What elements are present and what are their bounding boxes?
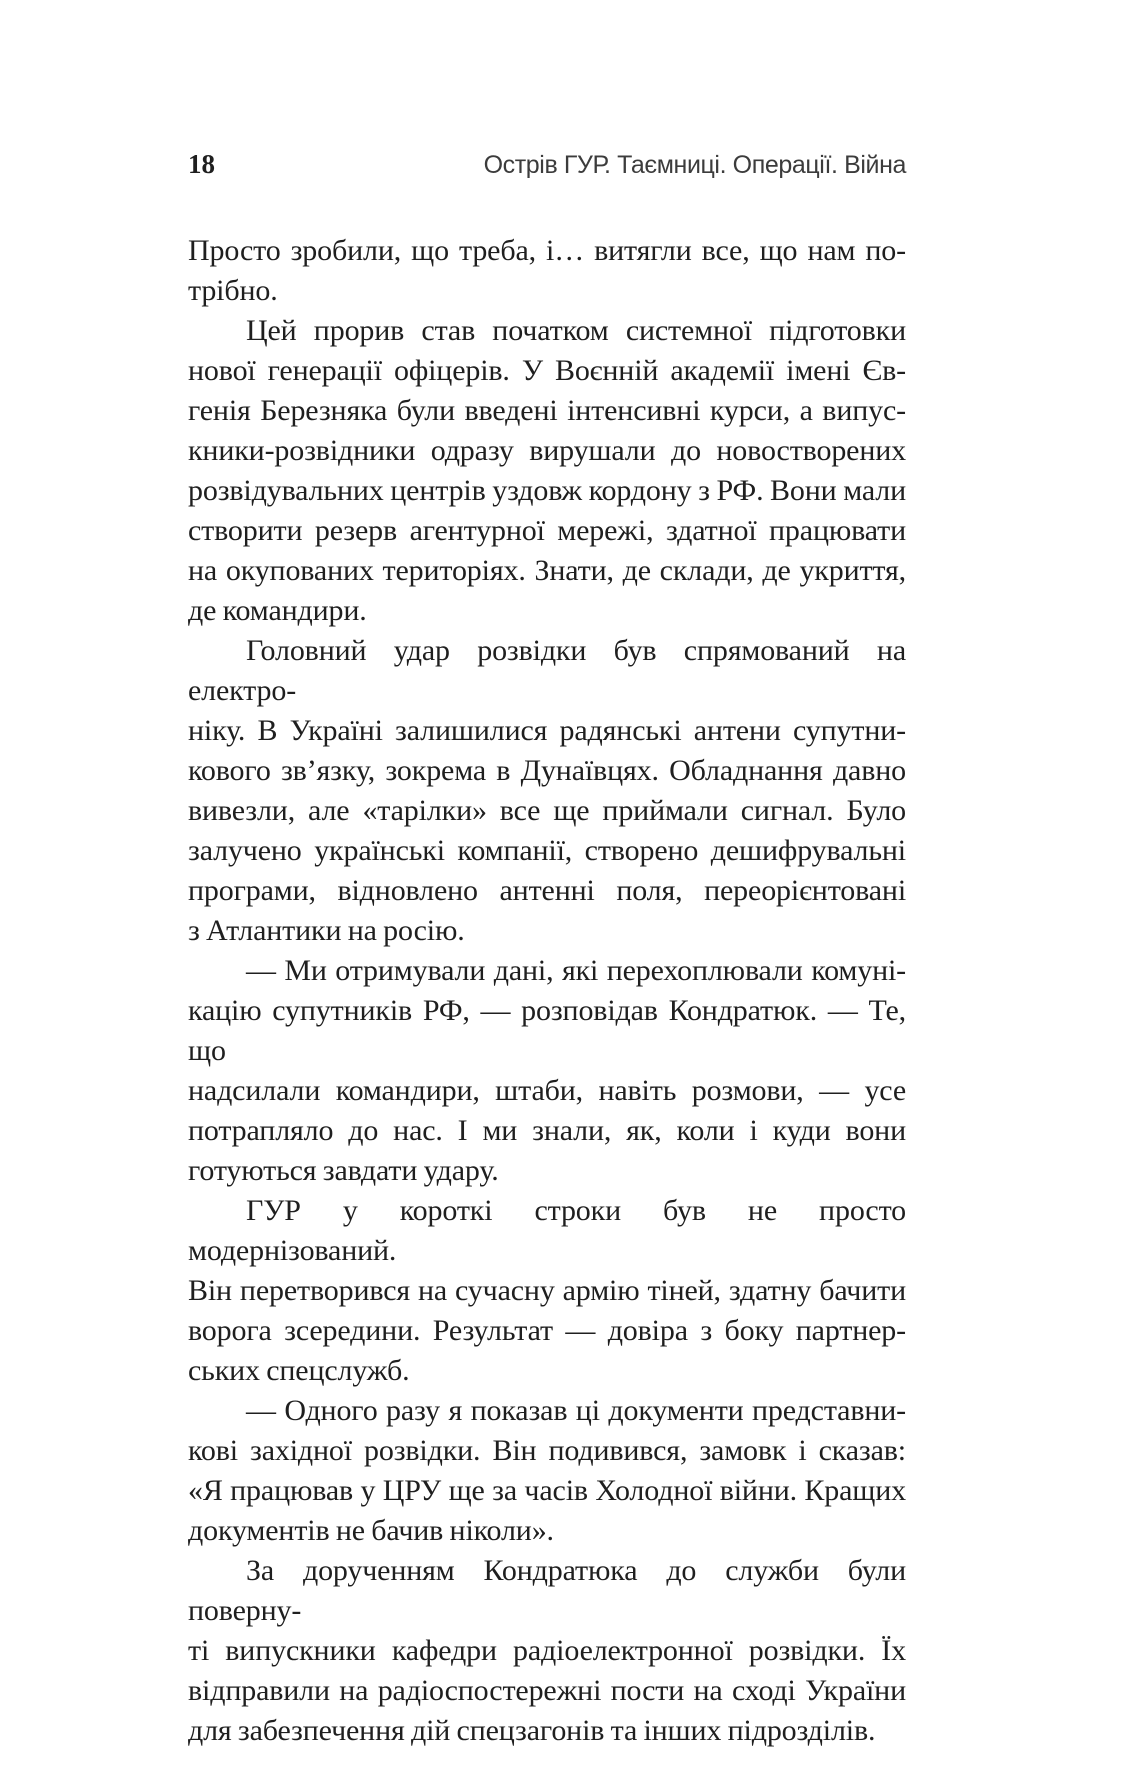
- running-title: Острів ГУР. Таємниці. Операції. Війна: [483, 151, 906, 179]
- page-body: [188, 231, 906, 1751]
- text-line: кацію супутників РФ, — розповідав Кондратюк. — Те, що: [188, 994, 906, 1067]
- text-line: відправили на радіоспостережні пости на сході України: [188, 1674, 906, 1707]
- text-line: Цей прорив став початком системної підготовки: [246, 314, 906, 347]
- text-line: генія Березняка були введені інтенсивні курси, а випус-: [188, 394, 906, 427]
- text-line: — Одного разу я показав ці документи представни-: [246, 1394, 906, 1427]
- text-line: на окупованих територіях. Знати, де склади, де укриття,: [188, 554, 906, 587]
- text-line: кники-розвідники одразу вирушали до новостворених: [188, 434, 906, 467]
- text-line: створити резерв агентурної мережі, здатної працювати: [188, 514, 906, 547]
- running-header: [188, 150, 906, 179]
- text-line: ті випускники кафедри радіоелектронної розвідки. Їх: [188, 1634, 906, 1667]
- text-line: ніку. В Україні залишилися радянські антени супутни-: [188, 714, 906, 747]
- text-line: нової генерації офіцерів. У Воєнній академії імені Єв-: [188, 354, 906, 387]
- text-line: з Атлантики на росію.: [188, 914, 465, 947]
- text-line: готуються завдати удару.: [188, 1154, 499, 1187]
- text-line: розвідувальних центрів уздовж кордону з РФ. Вони мали: [188, 474, 906, 507]
- text-line: потрапляло до нас. І ми знали, як, коли і куди вони: [188, 1114, 906, 1147]
- text-line: кові західної розвідки. Він подивився, замовк і сказав:: [188, 1434, 906, 1467]
- text-line: для забезпечення дій спецзагонів та інших підрозділів.: [188, 1714, 876, 1747]
- text-line: Головний удар розвідки був спрямований на електро-: [188, 634, 906, 707]
- text-line: ворога зсередини. Результат — довіра з боку партнер-: [188, 1314, 906, 1347]
- page-number: 18: [188, 149, 215, 179]
- text-line: Він перетворився на сучасну армію тіней, здатну бачити: [188, 1274, 906, 1307]
- text-line: кового зв’язку, зокрема в Дунаївцях. Обладнання давно: [188, 754, 906, 787]
- text-line: надсилали командири, штаби, навіть розмови, — усе: [188, 1074, 906, 1107]
- text-line: програми, відновлено антенні поля, переорієнтовані: [188, 874, 906, 907]
- text-line: ГУР у короткі строки був не просто модернізований.: [188, 1194, 906, 1267]
- text-line: «Я працював у ЦРУ ще за часів Холодної війни. Кращих: [188, 1474, 906, 1507]
- text-line: трібно.: [188, 274, 278, 307]
- text-line: Просто зробили, що треба, і… витягли все, що нам по-: [188, 234, 906, 267]
- text-line: де командири.: [188, 594, 367, 627]
- text-line: ських спецслужб.: [188, 1354, 410, 1387]
- text-line: — Ми отримували дані, які перехоплювали комуні-: [246, 954, 906, 987]
- text-line: вивезли, але «тарілки» все ще приймали сигнал. Було: [188, 794, 906, 827]
- text-line: документів не бачив ніколи».: [188, 1514, 554, 1547]
- text-line: залучено українські компанії, створено дешифрувальні: [188, 834, 906, 867]
- text-line: За дорученням Кондратюка до служби були поверну-: [188, 1554, 906, 1627]
